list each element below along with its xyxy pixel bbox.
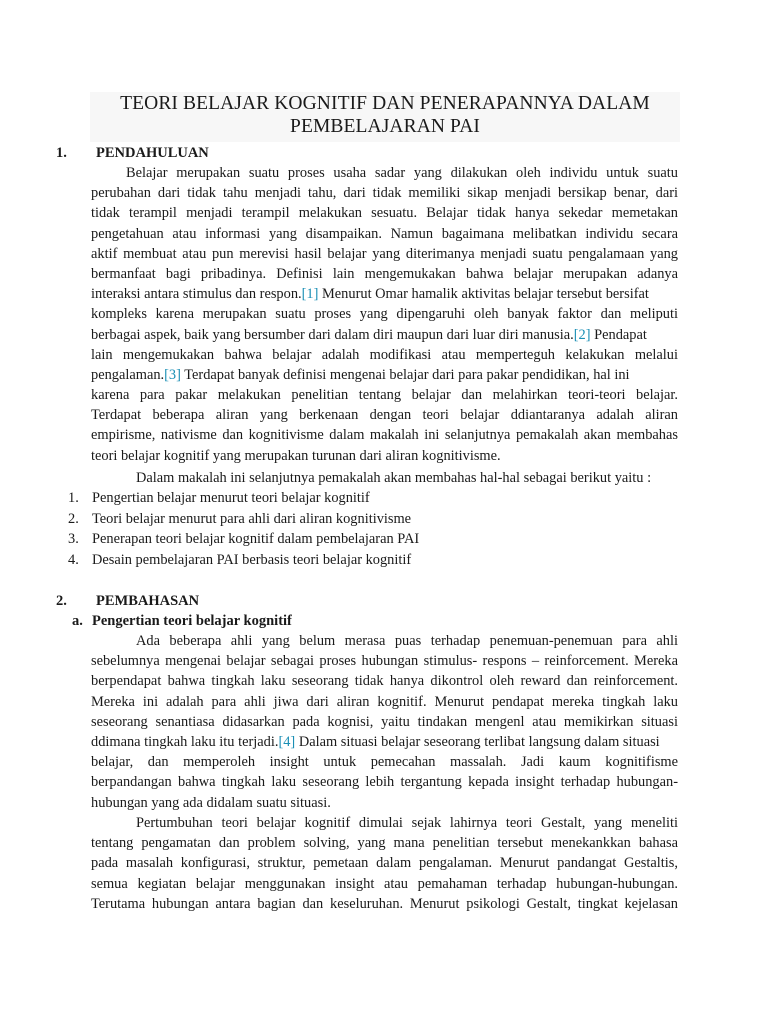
section-1-heading (56, 143, 356, 163)
text-line: belajar, dan memperoleh insight untuk pemecahan massalah. Jadi kaum kognitifisme (91, 754, 678, 771)
section-2-title: PEMBAHASAN (96, 593, 200, 609)
section-1-title: PENDAHULUAN (96, 145, 209, 161)
text-fragment: interaksi antara stimulus dan respon. (91, 286, 302, 303)
text-line: lain mengemukakan bahwa belajar adalah modifikasi atau memperteguh kelakukan melalui (91, 346, 678, 363)
text-fragment: Pendapat (590, 326, 647, 343)
list-number: 4. (68, 551, 79, 568)
list-number: 1. (68, 490, 79, 506)
list-item (56, 550, 676, 571)
list-number: 3. (68, 531, 79, 547)
text-line: bermanfaat bagi pribadinya. Definisi lain mengemukakan bahwa belajar merupakan adanya (91, 265, 678, 282)
text-line (91, 732, 678, 752)
footnote-ref-3[interactable]: [3] (164, 366, 181, 383)
text-line: pada masalah konfigurasi, struktur, pemetaan dalam pengalaman. Menurut pandangat Gestaltis, (91, 855, 678, 872)
subsection-a-heading (72, 611, 472, 631)
text-line: tentang pengamatan dan problem solving, yang mana penelitian tersebut menekankkan bahasa (91, 835, 678, 852)
footnote-ref-1[interactable]: [1] (301, 286, 319, 303)
list-number: 2. (68, 510, 79, 527)
section-2-paragraph-1 (91, 631, 678, 813)
list-item (56, 488, 676, 509)
list-item (56, 509, 676, 530)
section-1-paragraph-2 (91, 468, 678, 488)
text-line: sebelumnya mengenai belajar sebagai proses hubungan stimulus- respons – reinforcement. Mereka (91, 653, 678, 670)
text-fragment: Menurut Omar hamalik aktivitas belajar tersebut bersifat (318, 286, 649, 303)
section-1-paragraph-1 (91, 163, 678, 466)
list-text: Pengertian belajar menurut teori belajar kognitif (92, 490, 370, 506)
text-line: tidak terampil menjadi terampil melakukan sesuatu. Belajar tidak hanya sekedar memetakan (91, 205, 678, 222)
footnote-ref-4[interactable]: [4] (278, 733, 296, 750)
section-1-number: 1. (56, 145, 67, 161)
document-title (90, 92, 680, 142)
text-line: Mereka ini adalah para ahli jiwa dari aliran kognitif. Menurut pendapat mereka tingkah laku (91, 693, 678, 710)
section-2-paragraph-2 (91, 813, 678, 914)
subsection-title: Pengertian teori belajar kognitif (92, 613, 292, 629)
text-line: Terdapat beberapa aliran yang berkenaan dengan teori belajar ddiantaranya adalah aliran (91, 407, 678, 424)
text-fragment: berbagai aspek, baik yang bersumber dari dalam diri maupun dari luar diri manusia. (91, 326, 574, 343)
text-line (91, 365, 678, 385)
text-line: empirisme, nativisme dan kognitivisme dalam makalah ini selanjutnya pemakalah akan membahas (91, 427, 678, 444)
text-line: semua kegiatan belajar menggunakan insight atau pemahaman terhadap hubungan-hubungan. (91, 875, 678, 892)
text-line: seseorang senantiasa didasarkan pada kognisi, yaitu tindakan mengenl atau memikirkan situasi (91, 713, 678, 730)
text-fragment: pengalaman. (91, 366, 165, 383)
text-line: berpandangan bahwa tingkah laku seseorang lebih tergantung kepada insight terhadap hubungan- (91, 774, 678, 791)
topic-list (56, 488, 676, 570)
text-fragment: ddimana tingkah laku itu terjadi. (91, 733, 279, 750)
list-text: Penerapan teori belajar kognitif dalam pembelajaran PAI (92, 531, 420, 547)
text-line: pengetahuan atau informasi yang disampaikan. Namun bagaimana melibatkan individu secara (91, 225, 678, 242)
subsection-letter: a. (72, 613, 83, 629)
text-line: teori belajar kognitif yang merupakan turunan dari aliran kognitivisme. (91, 447, 501, 464)
text-line: Dalam makalah ini selanjutnya pemakalah akan membahas hal-hal sebagai berikut yaitu : (136, 470, 652, 486)
section-2-heading (56, 591, 356, 611)
text-fragment: Terdapat banyak definisi mengenai belajar dari para pakar pendidikan, hal ini (180, 366, 630, 383)
text-line: perubahan dari tidak tahu menjadi tahu, dari tidak memiliki sikap menjadi bersikap benar, dari (91, 185, 678, 202)
text-line: Terutama hubungan antara bagian dan keseluruhan. Menurut psikologi Gestalt, tingkat kejelasan (91, 895, 678, 912)
text-line: Pertumbuhan teori belajar kognitif dimulai sejak lahirnya teori Gestalt, yang meneliti (136, 815, 678, 831)
list-text: Desain pembelajaran PAI berbasis teori belajar kognitif (92, 551, 412, 568)
title-line-1: TEORI BELAJAR KOGNITIF DAN PENERAPANNYA DALAM (120, 93, 650, 114)
footnote-ref-2[interactable]: [2] (573, 326, 591, 343)
list-item (56, 529, 676, 550)
text-line: Belajar merupakan suatu proses usaha sadar yang dilakukan oleh individu untuk suatu (126, 165, 678, 181)
text-line (91, 284, 678, 304)
text-line: hubungan yang ada didalam suatu situasi. (91, 794, 331, 811)
text-line (91, 325, 678, 345)
text-line: kompleks karena merupakan suatu proses yang dipengaruhi oleh banyak faktor dan meliputi (91, 306, 678, 323)
text-line: karena para pakar melakukan penelitian tentang belajar dan melahirkan teori-teori belajar. (91, 387, 678, 404)
section-2-number: 2. (56, 593, 67, 609)
text-line: Ada beberapa ahli yang belum merasa puas terhadap penemuan-penemuan para ahli (136, 633, 678, 649)
text-fragment: Dalam situasi belajar seseorang terlibat langsung dalam situasi (295, 733, 660, 750)
text-line: aktif membuat atau pun merevisi hasil belajar yang diterimanya menjadi suatu pengalamaan yang (91, 245, 678, 262)
text-line: berpendapat bahwa tingkah laku seseorang tidak hanya dikontrol oleh reward dan reinforcement. (91, 673, 678, 690)
title-line-2: PEMBELAJARAN PAI (290, 116, 480, 137)
list-text: Teori belajar menurut para ahli dari aliran kognitivisme (92, 510, 412, 527)
